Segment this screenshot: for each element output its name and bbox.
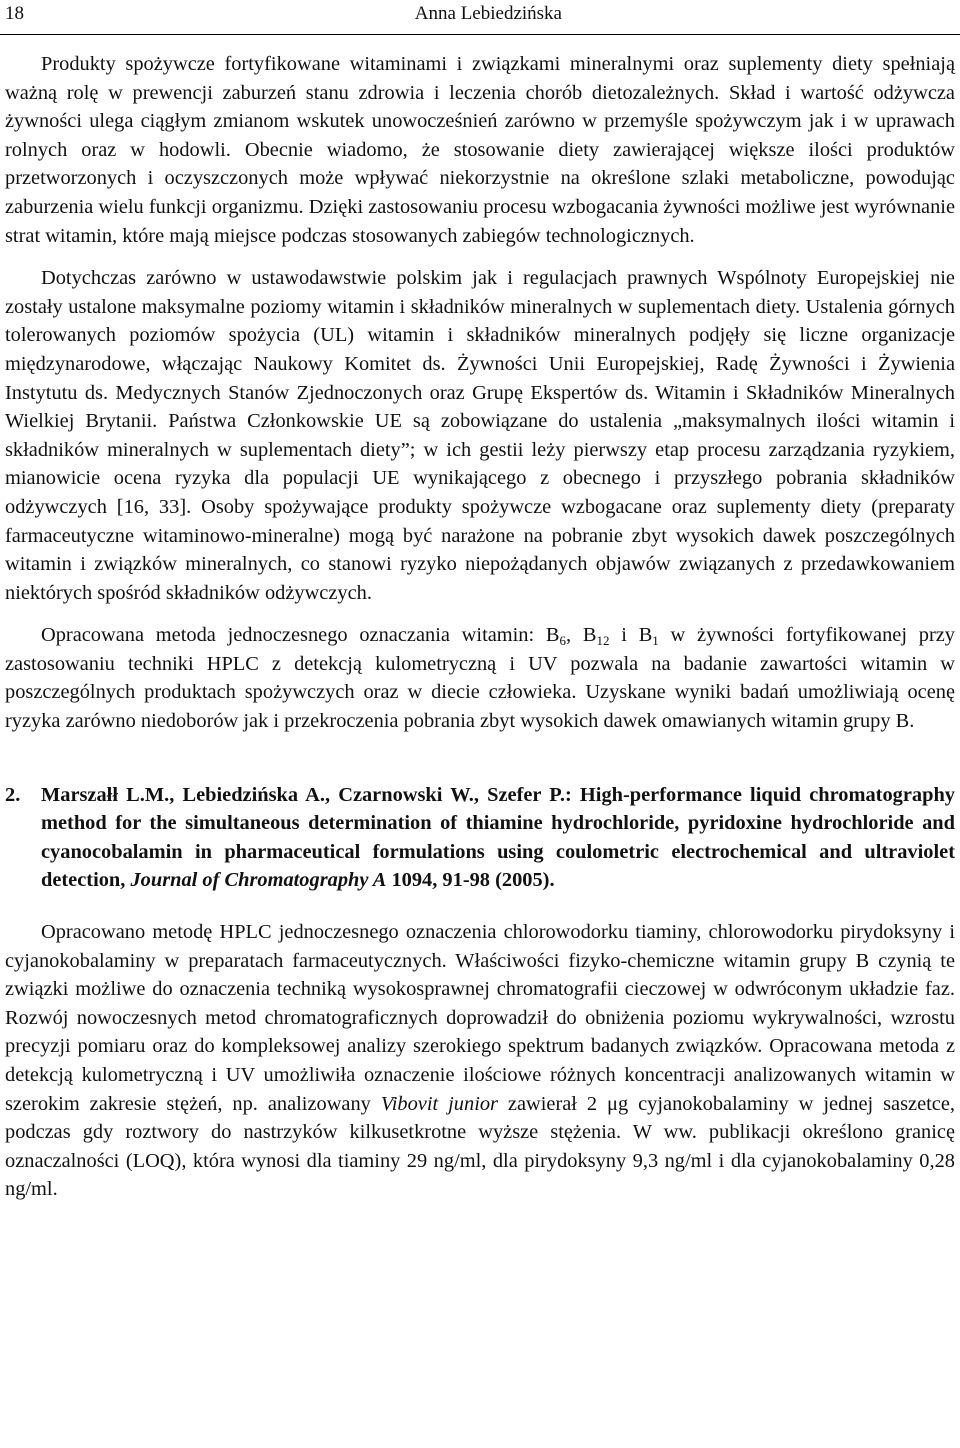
separator-b1: i B [609,624,653,647]
page-number: 18 [5,3,24,24]
paragraph-fortified-foods: Produkty spożywcze fortyfikowane witaminami i związkami mineralnymi oraz suplementy diety spełniają ważną rolę w prewencji zaburzeń stanu zdrowia i leczenia chorób dietozależnych. Skład i wartość odżywcza żywności ulega ciągłym zmianom wskutek unowocześnień zarówno w przemyśle spożywczym jak i w uprawach rolnych oraz w hodowli. Obecnie wiadomo, że stosowanie diety zawierającej większe ilości produktów przetworzonych i oczyszczonych może wpływać niekorzystnie na określone szlaki metaboliczne, powodując zaburzenia wielu funkcji organizmu. Dzięki zastosowaniu procesu wzbogacania żywności możliwe jest wyrównanie strat witamin, które mają miejsce podczas stosowanych zabiegów technologicznych. [5,53,955,247]
page-header [0,0,960,35]
reference-volume-pages: 1094, 91-98 (2005). [386,869,555,892]
paragraph-method-summary [5,621,955,735]
reference-journal: Journal of Chromatography A [130,869,387,892]
hplc-method-rest: zawierał 2 μg cyjanokobalaminy w jednej saszetce, podczas gdy roztwory do nastrzyków kilkusetkrotne wyższe stężenia. W ww. publikacji określono granicę oznaczalności (LOQ), która wynosi dla tiaminy 29 ng/ml, dla pirydoksyny 9,3 ng/ml i dla cyjanokobalaminy 0,28 ng/ml. [5,1092,955,1201]
hplc-method-lead: Opracowano metodę HPLC jednoczesnego oznaczenia chlorowodorku tiaminy, chlorowodorku pirydoksyny i cyjanokobalaminy w preparatach farmaceutycznych. Właściwości fizyko-chemiczne witamin grupy B czynią te związki możliwe do oznaczenia techniką wysokosprawnej chromatografii cieczowej w odwróconym układzie faz. Rozwój nowoczesnych metod chromatograficznych doprowadził do obniżenia poziomu wykrywalności, wzrostu precyzji pomiaru oraz do kompleksowej analizy szerokiego spektrum badanych związków. Opracowana metoda z detekcją kulometryczną i UV umożliwiła oznaczenie ilościowe różnych koncentracji analizowanych witamin w szerokim zakresie stężeń, np. analizowany [5,921,955,1115]
product-name: Vibovit junior [380,1092,498,1115]
reference-number: 2. [5,783,21,806]
subscript-b6: 6 [559,633,567,649]
page-body [5,50,955,1204]
running-head-author: Anna Lebiedzińska [414,3,562,24]
paragraph-upper-limits: Dotychczas zarówno w ustawodawstwie polskim jak i regulacjach prawnych Wspólnoty Europejskiej nie zostały ustalone maksymalne poziomy witamin i składników mineralnych w suplementach diety. Ustalenia górnych tolerowanych poziomów spożycia (UL) witamin i składników mineralnych podjęły się liczne organizacje międzynarodowe, włączając Naukowy Komitet ds. Żywności Unii Europejskiej, Radę Żywności i Żywienia Instytutu ds. Medycznych Stanów Zjednoczonych oraz Grupę Ekspertów ds. Witamin i Składników Mineralnych Wielkiej Brytanii. Państwa Członkowskie UE są zobowiązane do ustalenia „maksymalnych ilości witamin i składników mineralnych w suplementach diety”; w ich gestii leży pierwszy etap procesu zarządzania ryzykiem, mianowicie ocena ryzyka dla populacji UE wynikającego z obecnego i przyszłego pobrania składników odżywczych [16, 33]. Osoby spożywające produkty spożywcze wzbogacane oraz suplementy diety (preparaty farmaceutyczne witaminowo-mineralne) mogą być narażone na pobranie zbyt wysokich dawek poszczególnych witamin i związków mineralnych, co stanowi ryzyko niepożądanych objawów związanych z przedawkowaniem niektórych spośród składników odżywczych. [5,267,955,604]
reference-title: Marszałł L.M., Lebiedzińska A., Czarnowski W., Szefer P.: High-performance liquid chromatography method for the simultaneous determination of thiamine hydrochloride, pyridoxine hydrochloride and cyanocobalamin in pharmaceutical formulations using coulometric electrochemical and ultraviolet detection, [41,783,955,892]
separator-b12: , B [566,624,597,647]
subscript-b12: 12 [596,633,610,649]
reference-citation [41,781,955,895]
paragraph-hplc-method [5,918,955,1204]
subscript-b1: 1 [652,633,659,649]
method-summary-lead: Opracowana metoda jednoczesnego oznaczania witamin: B [41,624,560,647]
method-summary-rest: w żywności fortyfikowanej przy zastosowaniu techniki HPLC z detekcją kulometryczną i UV pozwala na badanie zawartości witamin w poszczególnych produktach spożywczych oraz w diecie człowieka. Uzyskane wyniki badań umożliwiają ocenę ryzyka zarówno niedoborów jak i przekroczenia pobrania zbyt wysokich dawek omawianych witamin grupy B. [5,624,955,733]
reference-entry [5,781,955,895]
